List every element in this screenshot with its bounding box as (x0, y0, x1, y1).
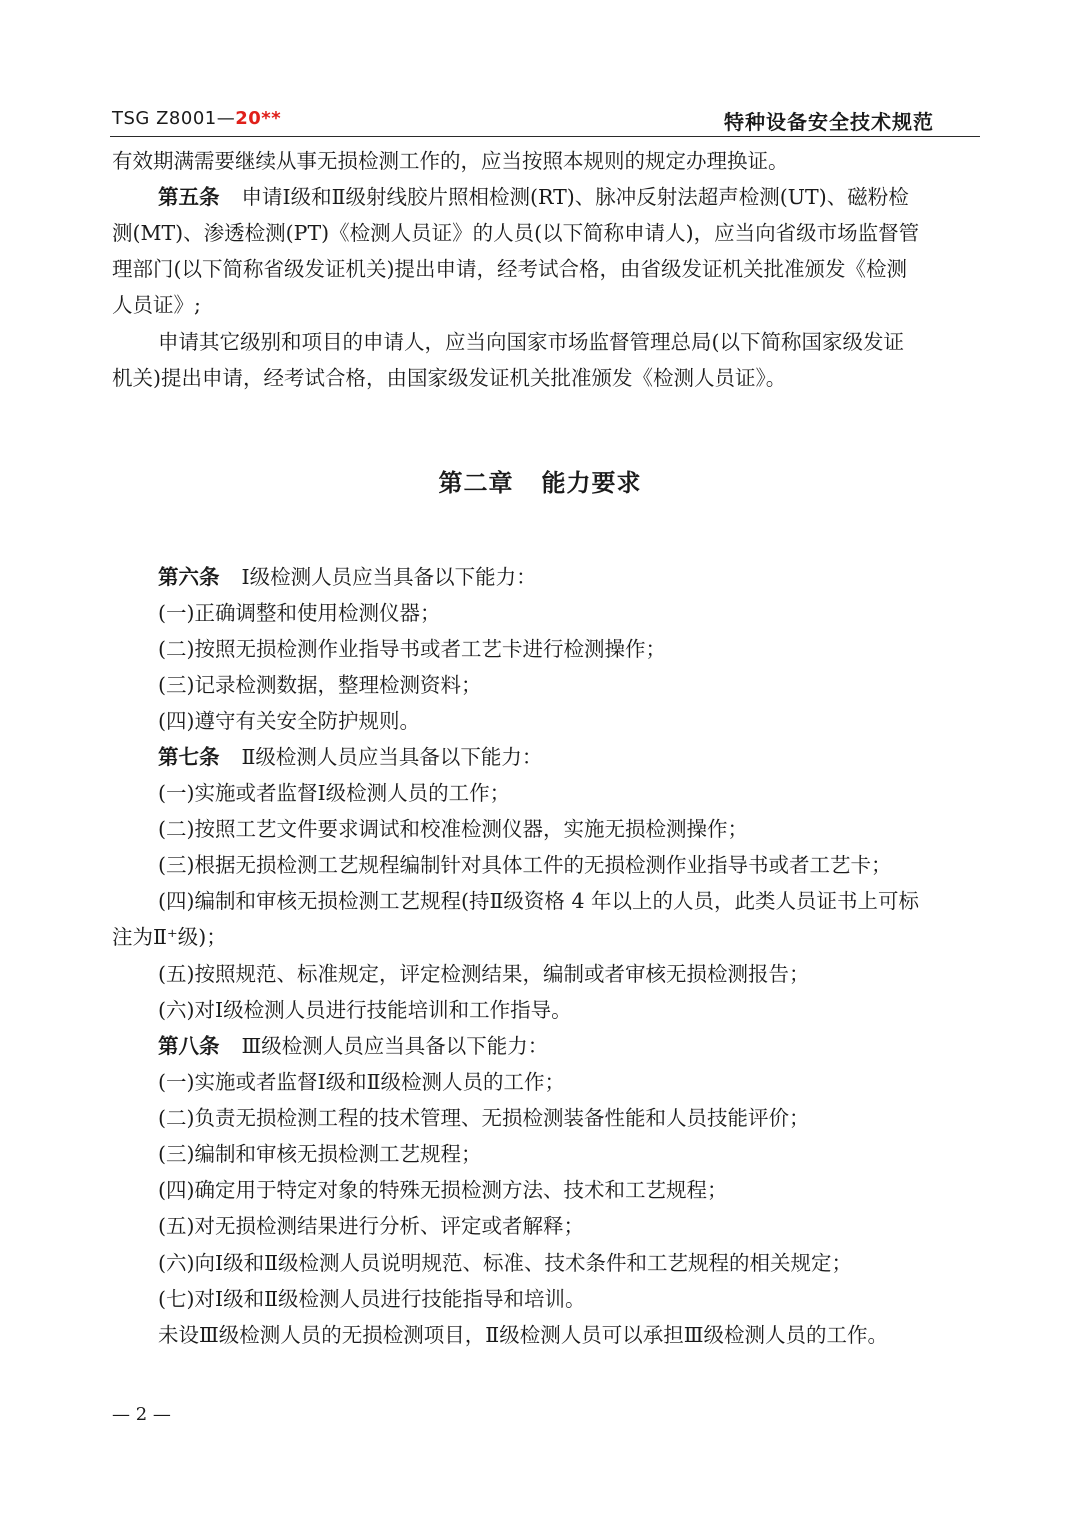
article-7-item: (四)编制和审核无损检测工艺规程(持Ⅱ级资格 4 年以上的人员，此类人员证书上可标 (158, 889, 920, 913)
article-6-item: (四)遵守有关安全防护规则。 (158, 709, 420, 733)
standard-year: 20** (235, 108, 282, 129)
article-5-line-4: 人员证》; (112, 293, 201, 317)
chapter-number: 第二章 (438, 469, 514, 497)
article-5-line-2: 测(MT)、渗透检测(PT)《检测人员证》的人员(以下简称申请人)，应当向省级市场监督管 (112, 221, 920, 245)
article-6-item: (二)按照无损检测作业指导书或者工艺卡进行检测操作； (158, 637, 666, 661)
article-6-label: 第六条 (158, 565, 220, 589)
chapter-heading (0, 463, 1080, 498)
article-7-item: (一)实施或者监督Ⅰ级检测人员的工作； (158, 781, 511, 805)
article-6-item: (一)正确调整和使用检测仪器； (158, 601, 441, 625)
article-8-item: (五)对无损检测结果进行分析、评定或者解释； (158, 1214, 584, 1238)
article-8-heading (158, 1029, 1024, 1059)
article-7-item: (六)对Ⅰ级检测人员进行技能培训和工作指导。 (158, 998, 572, 1022)
article-8-label: 第八条 (158, 1034, 220, 1058)
article-6-heading (158, 560, 1024, 590)
article-5-line-1 (158, 180, 1024, 210)
article-5-line-3: 理部门(以下简称省级发证机关)提出申请，经考试合格，由省级发证机关批准颁发《检测 (112, 257, 907, 281)
article-5-para-2-line-2: 机关)提出申请，经考试合格，由国家级发证机关批准颁发《检测人员证》。 (112, 366, 787, 390)
article-8-closing: 未设Ⅲ级检测人员的无损检测项目，Ⅱ级检测人员可以承担Ⅲ级检测人员的工作。 (158, 1323, 888, 1347)
standard-code-prefix: TSG Z8001— (112, 108, 236, 129)
article-5-text-1: 申请Ⅰ级和Ⅱ级射线胶片照相检测(RT)、脉冲反射法超声检测(UT)、磁粉检 (241, 185, 909, 209)
article-7-item: (三)根据无损检测工艺规程编制针对具体工件的无损检测作业指导书或者工艺卡； (158, 853, 892, 877)
article-7-label: 第七条 (158, 745, 220, 769)
article-6-text: Ⅰ级检测人员应当具备以下能力： (241, 565, 537, 589)
article-8-item: (二)负责无损检测工程的技术管理、无损检测装备性能和人员技能评价； (158, 1106, 810, 1130)
intro-line: 有效期满需要继续从事无损检测工作的，应当按照本规则的规定办理换证。 (112, 149, 789, 173)
article-5-label: 第五条 (158, 185, 220, 209)
article-8-item: (一)实施或者监督Ⅰ级和Ⅱ级检测人员的工作； (158, 1070, 566, 1094)
article-7-text: Ⅱ级检测人员应当具备以下能力： (241, 745, 543, 769)
chapter-title: 能力要求 (541, 469, 642, 497)
article-8-item: (三)编制和审核无损检测工艺规程； (158, 1142, 482, 1166)
article-8-text: Ⅲ级检测人员应当具备以下能力： (241, 1034, 549, 1058)
article-7-heading (158, 740, 1024, 770)
article-7-item-continuation: 注为Ⅱ⁺级)； (112, 925, 227, 949)
article-8-item: (六)向Ⅰ级和Ⅱ级检测人员说明规范、标准、技术条件和工艺规程的相关规定； (158, 1251, 853, 1275)
header-title: 特种设备安全技术规范 (724, 110, 934, 134)
standard-code (112, 108, 281, 129)
article-7-item: (二)按照工艺文件要求调试和校准检测仪器，实施无损检测操作； (158, 817, 748, 841)
article-8-item: (四)确定用于特定对象的特殊无损检测方法、技术和工艺规程； (158, 1178, 728, 1202)
article-7-item: (五)按照规范、标准规定，评定检测结果，编制或者审核无损检测报告； (158, 962, 810, 986)
article-8-item: (七)对Ⅰ级和Ⅱ级检测人员进行技能指导和培训。 (158, 1287, 586, 1311)
page-number: — 2 — (112, 1404, 171, 1425)
article-5-para-2-line-1: 申请其它级别和项目的申请人，应当向国家市场监督管理总局(以下简称国家级发证 (158, 330, 904, 354)
article-6-item: (三)记录检测数据，整理检测资料； (158, 673, 482, 697)
header-divider (110, 136, 980, 137)
page-header (112, 108, 980, 136)
